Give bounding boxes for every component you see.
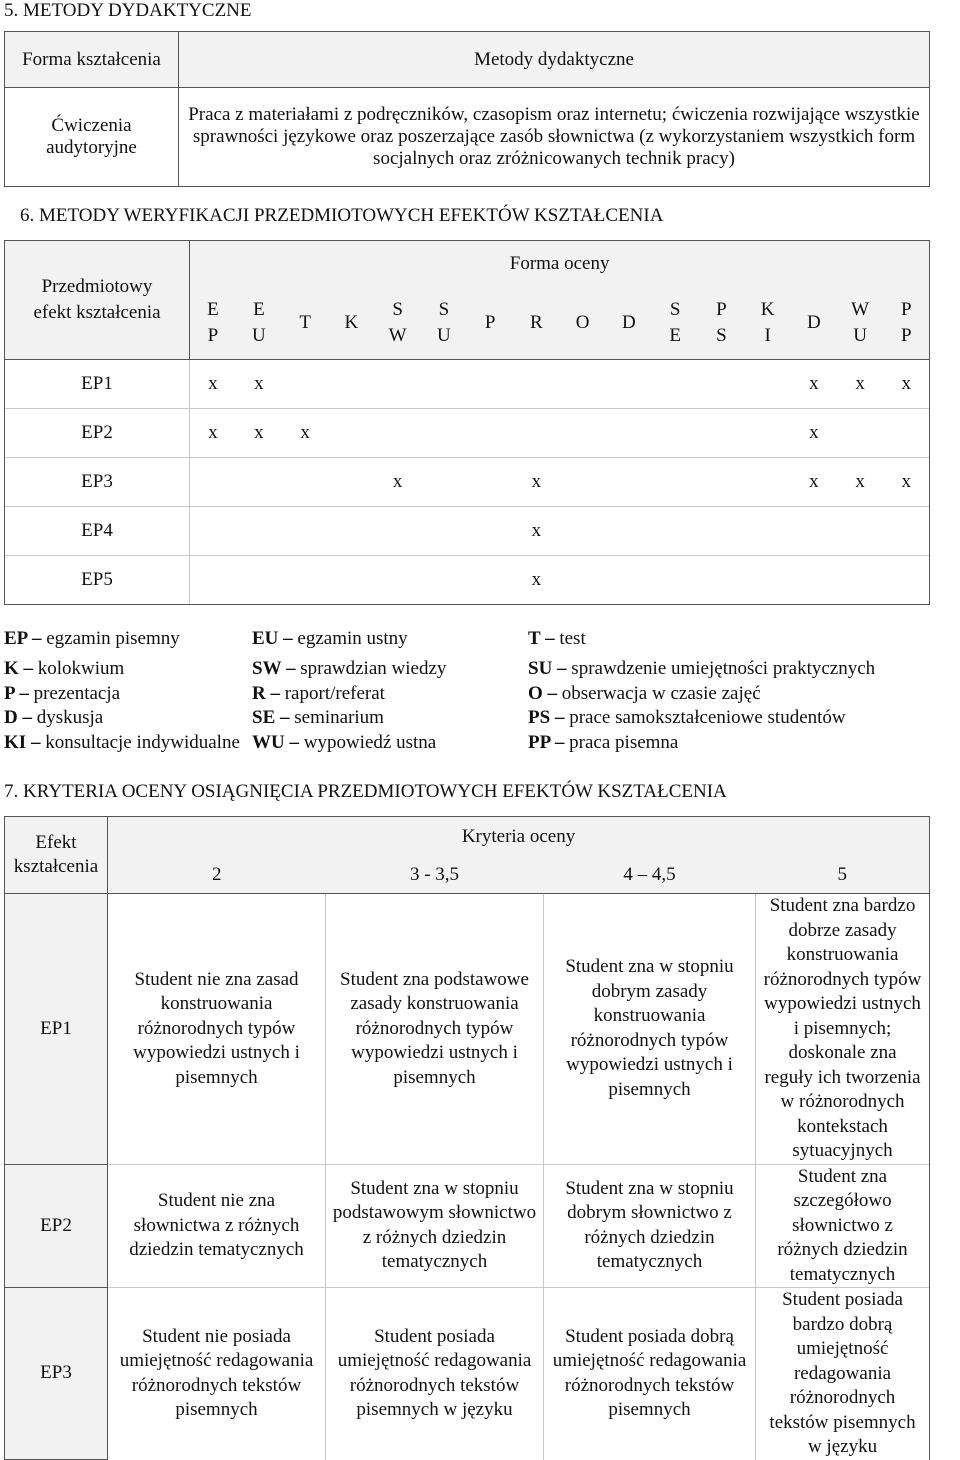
column-letter: P (900, 325, 912, 346)
legend-item (252, 658, 446, 680)
mark-cell (745, 409, 791, 458)
mark-cell (606, 360, 652, 409)
legend-text: konsultacje indywidualne (45, 731, 240, 753)
mark-cell (837, 409, 883, 458)
legend-abbr: EP (4, 628, 28, 649)
mark-cell (190, 556, 236, 605)
form-header: Forma kształcenia (5, 32, 179, 88)
mark-cell (791, 507, 837, 556)
assessment-form-header: Forma oceny (190, 241, 930, 288)
legend-text: dyskusja (36, 707, 104, 728)
mark-cell (236, 556, 282, 605)
legend-item (4, 628, 180, 650)
legend-dash: – (284, 731, 304, 753)
legend-item (528, 732, 678, 754)
legend-abbr: KI (4, 731, 27, 753)
mark-cell (375, 409, 421, 458)
table-row (5, 458, 930, 507)
mark-cell (745, 458, 791, 507)
form-cell: Ćwiczenia audytoryjne (5, 88, 179, 187)
legend-dash: – (265, 682, 285, 704)
mark-cell: x (282, 409, 328, 458)
grade-header: 4 – 4,5 (544, 857, 756, 894)
legend-dash: – (18, 658, 38, 679)
column-letter: P (484, 312, 496, 333)
mark-cell (328, 507, 374, 556)
legend-text: egzamin pisemny (46, 628, 180, 649)
column-letter: D (622, 312, 636, 333)
mark-cell (791, 556, 837, 605)
effect-label: EP4 (5, 507, 190, 556)
legend-abbr: PP (528, 731, 551, 753)
criteria-cell: Student zna w stopniu podstawowym słownictwo z różnych dziedzin tematycznych (326, 1164, 544, 1288)
legend-text: seminarium (294, 707, 384, 728)
legend-dash: – (540, 628, 560, 649)
legend-dash: – (278, 628, 298, 649)
legend-text: raport/referat (284, 682, 385, 704)
mark-cell (745, 556, 791, 605)
legend-abbr: K (4, 658, 19, 679)
legend-dash: – (281, 658, 301, 679)
criteria-cell: Student zna w stopniu dobrym słownictwo z różnych dziedzin tematycznych (544, 1164, 756, 1288)
legend-item (4, 658, 124, 680)
assessment-column-header (236, 287, 282, 360)
legend-text: prezentacja (33, 682, 121, 704)
mark-cell: x (791, 360, 837, 409)
effect-label: EP3 (5, 458, 190, 507)
legend-abbr: EU (252, 628, 279, 649)
assessment-column-header (745, 287, 791, 360)
column-letter: D (807, 312, 821, 333)
legend-abbr: P (4, 682, 15, 704)
mark-cell (652, 507, 698, 556)
mark-cell: x (236, 360, 282, 409)
section-5-title: 5. METODY DYDAKTYCZNE (4, 0, 252, 21)
legend-text: egzamin ustny (297, 628, 408, 649)
legend-dash: – (14, 682, 34, 704)
effect-label: EP3 (5, 1288, 108, 1460)
mark-cell (421, 458, 467, 507)
column-letter: W (851, 299, 870, 320)
mark-cell (467, 409, 513, 458)
mark-cell (560, 556, 606, 605)
effect-label: EP5 (5, 556, 190, 605)
criteria-cell: Student nie zna słownictwa z różnych dziedzin tematycznych (108, 1164, 326, 1288)
mark-cell (745, 360, 791, 409)
column-letter: U (437, 325, 451, 346)
mark-cell (652, 458, 698, 507)
mark-cell (560, 458, 606, 507)
effect-label: EP2 (5, 1164, 108, 1288)
mark-cell (883, 556, 929, 605)
mark-cell (467, 360, 513, 409)
methods-header: Metody dydaktyczne (179, 32, 930, 88)
legend-item (4, 707, 103, 729)
mark-cell (328, 360, 374, 409)
assessment-column-header (652, 287, 698, 360)
mark-cell: x (513, 458, 559, 507)
mark-cell (513, 409, 559, 458)
mark-cell (282, 360, 328, 409)
criteria-cell: Student posiada bardzo dobrą umiejętność redagowania różnorodnych tekstów pisemnych w języku (756, 1288, 930, 1460)
column-letter: P (716, 299, 727, 320)
legend-abbr: T (528, 628, 541, 649)
effect-label: EP1 (5, 894, 108, 1165)
mark-cell (467, 507, 513, 556)
criteria-cell: Student zna bardzo dobrze zasady konstruowania różnorodnych typów wypowiedzi ustnych i pisemnych; doskonale zna reguły ich tworzenia w różnorodnych kontekstach sytuacyjnych (756, 894, 930, 1165)
mark-cell: x (837, 458, 883, 507)
legend-dash: – (552, 658, 572, 679)
legend-text: wypowiedź ustna (303, 731, 437, 753)
column-letter: K (344, 312, 359, 333)
column-letter: P (900, 299, 912, 320)
assessment-column-header (698, 287, 744, 360)
mark-cell (652, 409, 698, 458)
criteria-cell: Student zna podstawowe zasady konstruowania różnorodnych typów wypowiedzi ustnych i pisemnych (326, 894, 544, 1165)
legend-item (528, 683, 761, 705)
assessment-column-header (883, 287, 929, 360)
legend-abbr: O (528, 682, 543, 704)
mark-cell (282, 458, 328, 507)
legend-text: praca pisemna (569, 731, 679, 753)
legend-item (252, 628, 408, 650)
legend (4, 628, 929, 758)
mark-cell (421, 409, 467, 458)
mark-cell (652, 360, 698, 409)
legend-dash: – (26, 731, 46, 753)
legend-abbr: PS (528, 707, 551, 728)
legend-item (528, 658, 875, 680)
criteria-header: Kryteria oceny (108, 817, 930, 858)
assessment-column-header (328, 287, 374, 360)
column-letter: E (253, 299, 265, 320)
table-row (5, 507, 930, 556)
column-letter: P (207, 325, 219, 346)
mark-cell: x (791, 409, 837, 458)
mark-cell: x (513, 507, 559, 556)
column-letter: E (207, 299, 219, 320)
teaching-methods-table (4, 31, 930, 187)
criteria-cell: Student posiada umiejętność redagowania różnorodnych tekstów pisemnych w języku (326, 1288, 544, 1460)
legend-dash: – (550, 731, 570, 753)
mark-cell (190, 507, 236, 556)
effect-header: Przedmiotowy efekt kształcenia (5, 241, 190, 360)
legend-item (528, 707, 846, 729)
assessment-column-header (560, 287, 606, 360)
legend-item (252, 707, 384, 729)
mark-cell (282, 507, 328, 556)
mark-cell (606, 556, 652, 605)
assessment-column-header (190, 287, 236, 360)
effect-label: EP1 (5, 360, 190, 409)
mark-cell: x (837, 360, 883, 409)
column-letter: U (252, 325, 266, 346)
mark-cell: x (190, 409, 236, 458)
section-7-title: 7. KRYTERIA OCENY OSIĄGNIĘCIA PRZEDMIOTOWYCH EFEKTÓW KSZTAŁCENIA (4, 781, 727, 802)
grade-header: 2 (108, 857, 326, 894)
legend-text: test (559, 628, 586, 649)
mark-cell (375, 556, 421, 605)
mark-cell (837, 556, 883, 605)
mark-cell (328, 556, 374, 605)
mark-cell (606, 409, 652, 458)
mark-cell (467, 458, 513, 507)
legend-dash: – (542, 682, 562, 704)
mark-cell (883, 507, 929, 556)
mark-cell (652, 556, 698, 605)
effect-header: Efekt kształcenia (5, 817, 108, 894)
legend-text: obserwacja w czasie zajęć (561, 682, 761, 704)
column-letter: S (392, 299, 403, 320)
assessment-column-header (606, 287, 652, 360)
mark-cell: x (513, 556, 559, 605)
mark-cell (560, 360, 606, 409)
assessment-column-header (467, 287, 513, 360)
column-letter: I (764, 325, 771, 346)
legend-text: sprawdzenie umiejętności praktycznych (571, 658, 876, 679)
legend-abbr: SE (252, 707, 276, 728)
mark-cell: x (190, 360, 236, 409)
legend-abbr: WU (252, 731, 285, 753)
section-6-title: 6. METODY WERYFIKACJI PRZEDMIOTOWYCH EFEKTÓW KSZTAŁCENIA (20, 205, 664, 226)
mark-cell (421, 507, 467, 556)
column-letter: K (760, 299, 775, 320)
legend-text: prace samokształceniowe studentów (569, 707, 846, 728)
verification-methods-table (4, 240, 930, 605)
mark-cell (837, 507, 883, 556)
mark-cell: x (236, 409, 282, 458)
legend-dash: – (550, 707, 570, 728)
mark-cell (421, 556, 467, 605)
mark-cell (190, 458, 236, 507)
legend-item (252, 683, 385, 705)
mark-cell (698, 507, 744, 556)
column-letter: S (438, 299, 450, 320)
mark-cell (282, 556, 328, 605)
legend-text: kolokwium (37, 658, 125, 679)
criteria-cell: Student posiada dobrą umiejętność redagowania różnorodnych tekstów pisemnych (544, 1288, 756, 1460)
mark-cell (467, 556, 513, 605)
mark-cell (698, 458, 744, 507)
table-row (5, 409, 930, 458)
mark-cell (236, 507, 282, 556)
mark-cell (606, 507, 652, 556)
legend-item (252, 732, 436, 754)
assessment-criteria-table (4, 816, 930, 1460)
criteria-cell: Student zna w stopniu dobrym zasady konstruowania różnorodnych typów wypowiedzi ustnych i pisemnych (544, 894, 756, 1165)
mark-cell: x (883, 360, 929, 409)
column-letter: R (530, 312, 543, 333)
table-row (5, 894, 930, 1165)
mark-cell: x (375, 458, 421, 507)
criteria-cell: Student nie zna zasad konstruowania różnorodnych typów wypowiedzi ustnych i pisemnych (108, 894, 326, 1165)
column-letter: S (716, 325, 727, 346)
mark-cell (883, 409, 929, 458)
legend-item (4, 683, 120, 705)
mark-cell (698, 556, 744, 605)
legend-abbr: SW (252, 658, 282, 679)
legend-dash: – (275, 707, 295, 728)
legend-abbr: SU (528, 658, 553, 679)
assessment-column-header (791, 287, 837, 360)
assessment-column-header (513, 287, 559, 360)
criteria-cell: Student nie posiada umiejętność redagowania różnorodnych tekstów pisemnych (108, 1288, 326, 1460)
table-row (5, 1288, 930, 1460)
assessment-column-header (421, 287, 467, 360)
legend-text: sprawdzian wiedzy (300, 658, 447, 679)
mark-cell (560, 507, 606, 556)
mark-cell: x (883, 458, 929, 507)
table-row (5, 1164, 930, 1288)
legend-abbr: D (4, 707, 18, 728)
table-row (5, 360, 930, 409)
table-row (5, 556, 930, 605)
mark-cell (236, 458, 282, 507)
grade-header: 3 - 3,5 (326, 857, 544, 894)
mark-cell (328, 409, 374, 458)
effect-label: EP2 (5, 409, 190, 458)
mark-cell (698, 360, 744, 409)
column-letter: S (669, 299, 681, 320)
assessment-column-header (837, 287, 883, 360)
column-letter: O (575, 312, 590, 333)
mark-cell (513, 360, 559, 409)
assessment-column-header (282, 287, 328, 360)
column-letter: W (388, 325, 407, 346)
legend-dash: – (17, 707, 37, 728)
mark-cell (560, 409, 606, 458)
mark-cell (375, 360, 421, 409)
mark-cell (698, 409, 744, 458)
legend-dash: – (27, 628, 47, 649)
legend-abbr: R (252, 682, 266, 704)
column-letter: U (853, 325, 867, 346)
criteria-cell: Student zna szczegółowo słownictwo z różnych dziedzin tematycznych (756, 1164, 930, 1288)
column-letter: E (669, 325, 681, 346)
legend-item (4, 732, 240, 754)
legend-item (528, 628, 586, 650)
mark-cell (745, 507, 791, 556)
methods-cell: Praca z materiałami z podręczników, czasopism oraz internetu; ćwiczenia rozwijające wszystkie sprawności językowe oraz poszerzające zasób słownictwa (z wykorzystaniem wszystkich form socjalnych oraz zróżnicowanych technik pracy) (179, 88, 930, 187)
mark-cell (328, 458, 374, 507)
assessment-column-header (375, 287, 421, 360)
grade-header: 5 (756, 857, 930, 894)
mark-cell (421, 360, 467, 409)
mark-cell (375, 507, 421, 556)
mark-cell: x (791, 458, 837, 507)
column-letter: T (299, 312, 311, 333)
mark-cell (606, 458, 652, 507)
